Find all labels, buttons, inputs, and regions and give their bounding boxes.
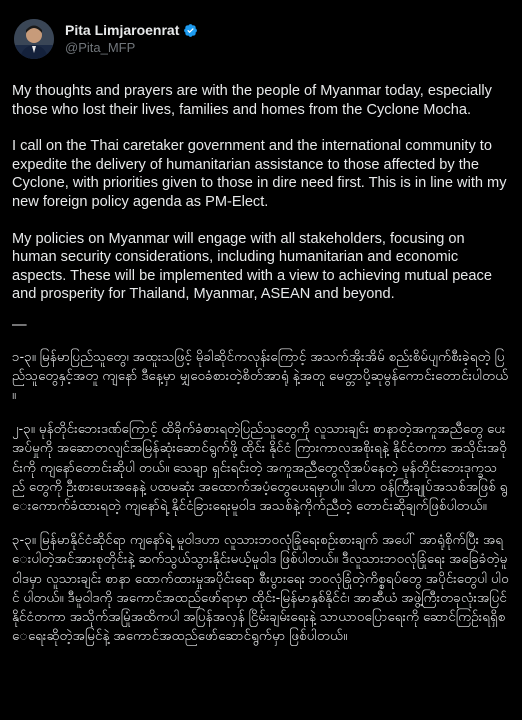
tweet-paragraph-3: My policies on Myanmar will engage with all stakeholders, focusing on human security considerations, including humanitarian and economic aspects. These will be implemented with a view to achieving mutual peace and prosperity for Thailand, Myanmar, ASEAN and beyond. [12, 230, 492, 303]
burmese-paragraph-3: ၃-၃။ မြန်မာနိုင်ငံဆိုင်ရာ ကျနော်ရဲ့ မူဝါဒဟာ လူသားဘဝလုံခြုံရေးစဉ်းစားချက် အပေါ် အာရုံစိုက်ပြီး အရေးပါတဲ့အင်အားစုတိုင်းနဲ့ ဆက်သွယ်သွားနိုင်းမယ့်မူဝါဒ ဖြစ်ပါတယ်။ ဒီလူသားဘဝလုံခြုံရေး အခြေခံတဲ့မူဝါဒမှာ လူသားချင်း စာနာ ထောက်ထားမှုအပိုင်းရော စီးပွားရေး ဘဝလုံခြုံတဲ့ကိစ္စရပ်တွေ အပိုင်းတွေပါ ပါဝင် ပါတယ်။ ဒီမူဝါဒကို အကောင်အထည်ဖော်ရာမှာ ထိုင်း-မြန်မာနှစ်နိုင်ငံ၊ အာဆီယံ အဖွဲ့ကြီးတခုလုံးအပြင် နိုင်ငံတကာ အသိုက်အမြုံအထိကပါ အပြန်အလှန် ငြိမ်းချမ်းရေးနဲ့ သာယာဝပြောရေးကို ဆောင်ကြဉ်းရရှိစေရေးဆိုတဲ့အမြင်နဲ့ အကောင်အထည်ဖော်ဆောင်ရွက်မှာ ဖြစ်ပါတယ်။ [12, 532, 509, 644]
tweet-paragraph-2: I call on the Thai caretaker government and the international community to expedite the delivery of humanitarian assistance to those affected by the Cyclone, with priorities given to those in dire need first. This is in line with my new foreign policy agenda as PM-Elect. [12, 138, 507, 210]
tweet-header [12, 14, 510, 64]
author-display-name[interactable]: Pita Limjaroenrat [65, 22, 180, 38]
avatar-image [14, 19, 54, 59]
author-info [65, 21, 198, 57]
text-divider: — [12, 316, 27, 333]
burmese-paragraph-1: ၁-၃။ မြန်မာပြည်သူတွေ၊ အထူးသဖြင့် မိုခါဆိုင်ကလုန်းကြောင့် အသက်အိုးအိမ် စည်းစိမ်ပျက်စီးခဲ့ရတဲ့ ပြည်သူတွေနှင့်အတူ ကျနော် ဒီနေ့မှာ မျှဝေခံစားတဲ့စိတ်အာရုံ နဲ့အတူ မေတ္တာပို့ဆုမွန်ကောင်းတောင်းပါတယ်။ [12, 348, 509, 402]
avatar[interactable] [14, 19, 54, 59]
tweet-paragraph-1: My thoughts and prayers are with the people of Myanmar today, especially those who lost their lives, families and homes from the Cyclone Mocha. [12, 83, 492, 118]
burmese-paragraph-2: ၂-၃။ မုန်တိုင်းဘေးဒဏ်ကြောင့် ထိခိုက်ခံစားရတဲ့ပြည်သူတွေကို လူသားချင်း စာနာတဲ့အကူအညီတွေ ပေးအပ်မှုကို အဆောတလျင်အမြန်ဆုံးဆောင်ရွက်ဖို့ ထိုင်း နိုင်ငံ ကြားကာလအစိုးရနဲ့ နိုင်ငံတကာ အသိုင်းအဝိုင်းကို ကျနော်တောင်းဆိုပါ တယ်။ သေချာ ရှင်းရင်းတဲ့ အကူအညီတွေလိုအပ်နေတဲ့ မုန်တိုင်းဘေးဒုက္ခသည် တွေကို ဦးစားပေးအနေနဲ့ ပထမဆုံး အထောက်အပံ့တွေပေးရမှာပါ။ ဒါဟာ ဝန်ကြီးချုပ်အသစ်အဖြစ် ရွေးကောက်ခံထားရတဲ့ ကျနော်ရဲ့ နိုင်ငံခြားရေးမူဝါဒ အသစ်နဲ့ကိုက်ညီတဲ့ တောင်းဆိုချက်ဖြစ်ပါတယ်။ [12, 421, 508, 513]
tweet-text [12, 82, 510, 645]
author-handle[interactable]: @Pita_MFP [65, 40, 136, 55]
verified-badge-icon [183, 23, 198, 38]
